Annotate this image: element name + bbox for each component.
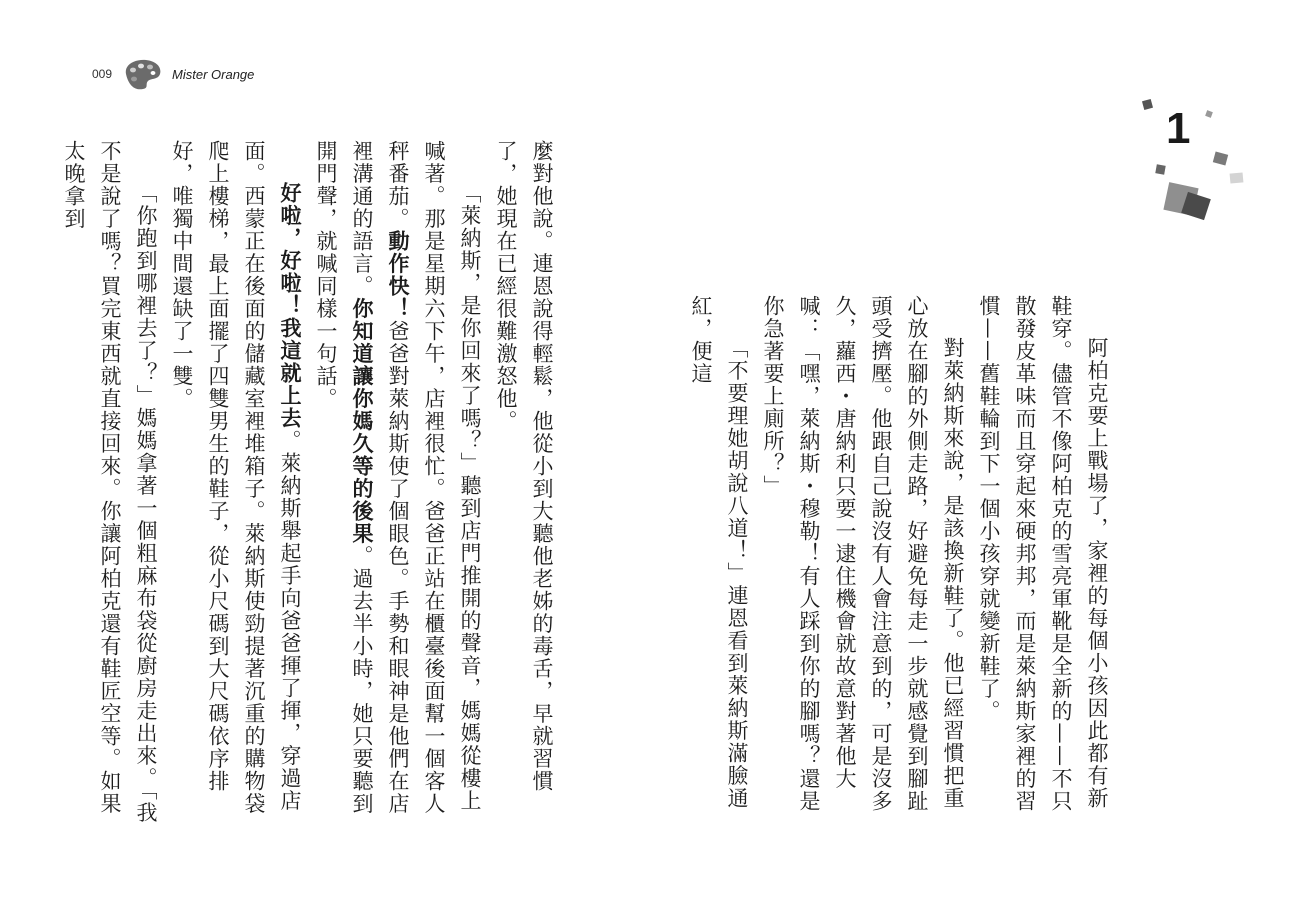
body-text: 爸爸對萊納斯使了個眼色。手勢和眼神是他們在店裡溝通的語言。 — [350, 140, 410, 815]
decor-square — [1213, 152, 1228, 166]
running-header — [92, 56, 254, 92]
emphasis-text: 動作快！ — [386, 230, 411, 320]
decor-square — [1181, 192, 1211, 220]
body-text: 。萊納斯舉起手向爸爸揮了揮，穿過店面。西蒙正在後面的儲藏室裡堆箱子。萊納斯使勁提著沉重的購物袋爬上樓梯，最上面擺了四雙男生的鞋子，從小尺碼到大尺碼依序排好，唯獨中間還缺了一雙。 — [170, 140, 302, 815]
body-text: 「不要理她胡說八道！」連恩看到萊納斯滿臉通紅，便這 — [689, 295, 749, 810]
decor-square — [1142, 99, 1153, 110]
paragraph — [308, 140, 488, 830]
decor-square — [1205, 110, 1213, 118]
paragraph — [56, 140, 164, 830]
paragraph — [971, 295, 1115, 815]
paragraph — [755, 295, 971, 815]
paragraph — [683, 295, 755, 815]
decor-square — [1155, 164, 1165, 174]
emphasis-text: 好啦，好啦！我這就上去 — [278, 182, 303, 430]
body-text: 。過去半小時，她只要聽到開門聲，就喊同樣一句話。 — [314, 140, 374, 815]
emphasis-text: 你知道讓你媽久等的後果 — [350, 297, 375, 545]
body-text: 「你跑到哪裡去了？」媽媽拿著一個粗麻布袋從廚房走出來。「我不是說了嗎？買完東西就直接回來。你讓阿柏克還有鞋匠空等。如果太晚拿到 — [62, 140, 158, 824]
chapter-number: 1 — [1166, 104, 1191, 153]
right-page-text — [683, 295, 1115, 815]
body-text: 對萊納斯來說，是該換新鞋了。他已經習慣把重心放在腳的外側走路，好避免每走一步就感覺到腳趾頭受擠壓。他跟自己說沒有人會注意到的，可是沒多久，蘿西・唐納利只要一逮住機會就故意對著他大喊：「嘿，萊納斯・穆勒！有人踩到你的腳嗎？還是你急著要上廁所？」 — [761, 295, 965, 813]
paragraph — [488, 140, 560, 830]
decor-square — [1230, 172, 1244, 183]
body-text: 「萊納斯，是你回來了嗎？」聽到店門推開的聲音，媽媽從樓上喊著。那是星期六下午，店裡很忙。爸爸正站在櫃臺後面幫一個客人秤番茄。 — [386, 140, 482, 815]
book-title: Mister Orange — [172, 66, 255, 82]
paragraph — [164, 140, 308, 830]
body-text: 麼對他說。連恩說得輕鬆，他從小到大聽他老姊的毒舌，早就習慣了，她現在已經很難激怒他。 — [494, 140, 554, 793]
palette-icon — [120, 56, 164, 92]
page-number: 009 — [92, 67, 113, 81]
body-text: 阿柏克要上戰場了，家裡的每個小孩因此都有新鞋穿。儘管不像阿柏克的雪亮軍靴是全新的——不只散發皮革味而且穿起來硬邦邦，而是萊納斯家裡的習慣——舊鞋輪到下一個小孩穿就變新鞋了。 — [977, 295, 1109, 813]
left-page-text — [56, 140, 560, 830]
chapter-mark — [1140, 95, 1250, 225]
